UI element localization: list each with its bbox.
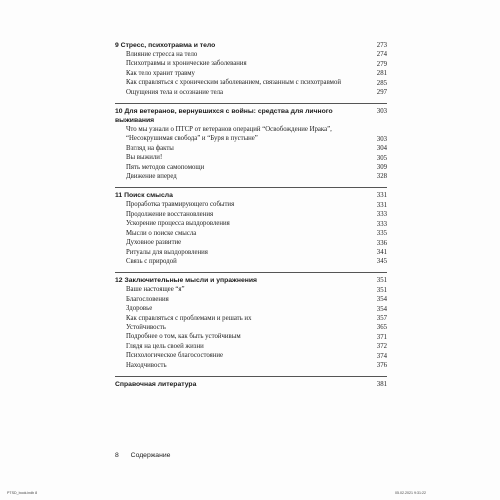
toc-entry-page-number: 365: [376, 324, 387, 332]
toc-entry-title: Здоровье: [126, 305, 153, 313]
footer-section-title: Содержание: [130, 452, 171, 459]
toc-entry-title: Ускорение процесса выздоровления: [126, 220, 230, 228]
toc-entry-page-number: 328: [376, 173, 387, 181]
chapter-title: Заключительные мысли и упражнения: [124, 277, 257, 285]
toc-entry-page-number: 281: [376, 70, 387, 78]
toc-entry-title: Пять методов самопомощи: [126, 163, 205, 171]
toc-entry-page-number: 285: [376, 79, 387, 87]
toc-entry-page-number: 357: [376, 314, 387, 322]
toc-entry-title: Как справляться с хроническим заболеванием, связанным с психотравмой: [126, 79, 341, 87]
toc-entry[interactable]: [115, 153, 387, 162]
chapter-10: [115, 107, 387, 181]
toc-entry[interactable]: [115, 285, 387, 294]
toc-entry-title: Связь с природой: [126, 257, 177, 265]
references-title: Справочная литература: [115, 380, 197, 388]
toc-entry-page-number: 372: [376, 343, 387, 351]
toc-entry-page-number: 335: [376, 230, 387, 238]
toc-entry-page-number: 279: [376, 60, 387, 68]
toc-entry-title: Ваше настоящее “я”: [126, 286, 185, 294]
chapter-11: [115, 191, 387, 266]
toc-entry-title: Продолжение восстановления: [126, 210, 214, 218]
chapter-heading[interactable]: [115, 107, 387, 125]
toc-entry-page-number: 274: [376, 51, 387, 59]
toc-entry-title: Ощущения тела и осознание тела: [126, 88, 224, 96]
footer-page-number: 8: [115, 452, 119, 459]
toc-entry[interactable]: [115, 248, 387, 257]
toc-entry[interactable]: [115, 172, 387, 181]
chapter-title: Для ветеранов, вернувшихся с войны: средства для личного выживания: [115, 108, 333, 125]
toc-entry-title: Находчивость: [126, 361, 167, 369]
chapter-9: [115, 41, 387, 97]
toc-entry-page-number: 305: [376, 154, 387, 162]
toc-entry[interactable]: [115, 88, 387, 97]
table-of-contents: [115, 41, 387, 389]
toc-entry-page-number: 351: [376, 286, 387, 294]
toc-entry-title: Мысли о поиске смысла: [126, 229, 197, 237]
toc-entry-page-number: 304: [376, 145, 387, 153]
chapter-divider: [115, 272, 387, 273]
toc-entry-title: Психотравмы и хронические заболевания: [126, 60, 247, 68]
chapter-heading[interactable]: [115, 41, 387, 50]
chapter-12: [115, 276, 387, 370]
toc-entry-title: Влияние стресса на тело: [126, 51, 198, 58]
toc-entry-title: Ритуалы для выздоровления: [126, 248, 208, 256]
toc-entry[interactable]: [115, 144, 387, 153]
toc-entry-title: Устойчивость: [126, 323, 166, 331]
toc-entry[interactable]: [115, 361, 387, 370]
toc-entry-page-number: 331: [376, 201, 387, 209]
toc-entry[interactable]: [115, 323, 387, 332]
toc-entry[interactable]: [115, 78, 387, 87]
chapter-page-number: 303: [376, 108, 387, 116]
chapter-divider: [115, 103, 387, 104]
toc-entry[interactable]: [115, 351, 387, 360]
toc-entry-title: Движение вперед: [126, 173, 177, 181]
toc-entry[interactable]: [115, 342, 387, 351]
toc-entry[interactable]: [115, 257, 387, 266]
toc-entry-page-number: 309: [376, 164, 387, 172]
chapter-heading[interactable]: [115, 191, 387, 200]
toc-entry[interactable]: [115, 229, 387, 238]
chapter-divider: [115, 376, 387, 377]
toc-entry-title: Подробнее о том, как быть устойчивым: [126, 333, 241, 341]
toc-entry-title: Благословения: [126, 295, 169, 303]
toc-entry-title: Что мы узнали о ПТСР от ветеранов операций “Освобождение Ирака”, “Несокрушимая свобода” и “Буря в пустыне”: [126, 126, 332, 143]
print-slug-file: PTSD_book.indb 8: [7, 491, 38, 495]
chapter-page-number: 351: [376, 277, 387, 285]
toc-entry-title: Глядя на цель своей жизни: [126, 342, 204, 350]
toc-entry-page-number: 354: [376, 305, 387, 313]
toc-entry-page-number: 345: [376, 258, 387, 266]
toc-entry-title: Вы выжили!: [126, 154, 163, 162]
chapter-number: 12: [115, 277, 123, 285]
toc-entry-page-number: 333: [376, 211, 387, 219]
chapter-page-number: 273: [376, 42, 387, 49]
toc-entry-page-number: 303: [376, 135, 387, 143]
toc-entry-page-number: 354: [376, 296, 387, 304]
toc-entry-title: Психологическое благосостояние: [126, 352, 224, 360]
references-page-number: 381: [376, 380, 387, 388]
toc-entry[interactable]: [115, 219, 387, 228]
toc-entry[interactable]: [115, 50, 387, 59]
toc-entry-page-number: 376: [376, 361, 387, 369]
toc-entry[interactable]: [115, 200, 387, 209]
references-heading[interactable]: [115, 380, 387, 389]
chapter-number: 10: [115, 108, 123, 116]
print-slug-timestamp: 05.02.2021 9:31:22: [395, 491, 426, 495]
toc-entry[interactable]: [115, 210, 387, 219]
toc-entry-page-number: 336: [376, 239, 387, 247]
toc-entry-page-number: 341: [376, 248, 387, 256]
page-footer: [115, 452, 170, 459]
toc-entry-title: Проработка травмирующего события: [126, 201, 235, 209]
chapter-number: 9: [115, 42, 119, 49]
toc-entry[interactable]: [115, 314, 387, 323]
toc-entry[interactable]: [115, 59, 387, 68]
toc-entry-page-number: 371: [376, 333, 387, 341]
toc-entry[interactable]: [115, 125, 387, 144]
chapter-page-number: 331: [376, 192, 387, 200]
chapter-number: 11: [115, 192, 123, 200]
toc-entry[interactable]: [115, 332, 387, 341]
toc-entry[interactable]: [115, 238, 387, 247]
toc-entry[interactable]: [115, 304, 387, 313]
toc-entry-title: Как справляться с проблемами и решать их: [126, 314, 252, 322]
toc-entry-title: Как тело хранит травму: [126, 69, 195, 77]
toc-entry-page-number: 297: [376, 89, 387, 97]
toc-entry[interactable]: [115, 295, 387, 304]
chapter-title: Стресс, психотравма и тело: [120, 42, 216, 49]
toc-entry[interactable]: [115, 163, 387, 172]
toc-entry[interactable]: [115, 69, 387, 78]
chapter-heading[interactable]: [115, 276, 387, 285]
chapter-divider: [115, 187, 387, 188]
toc-entry-title: Духовное развитие: [126, 239, 182, 247]
toc-entry-title: Взгляд на факты: [126, 144, 174, 152]
toc-entry-page-number: 374: [376, 352, 387, 360]
toc-entry-page-number: 333: [376, 220, 387, 228]
chapter-title: Поиск смысла: [124, 192, 173, 200]
